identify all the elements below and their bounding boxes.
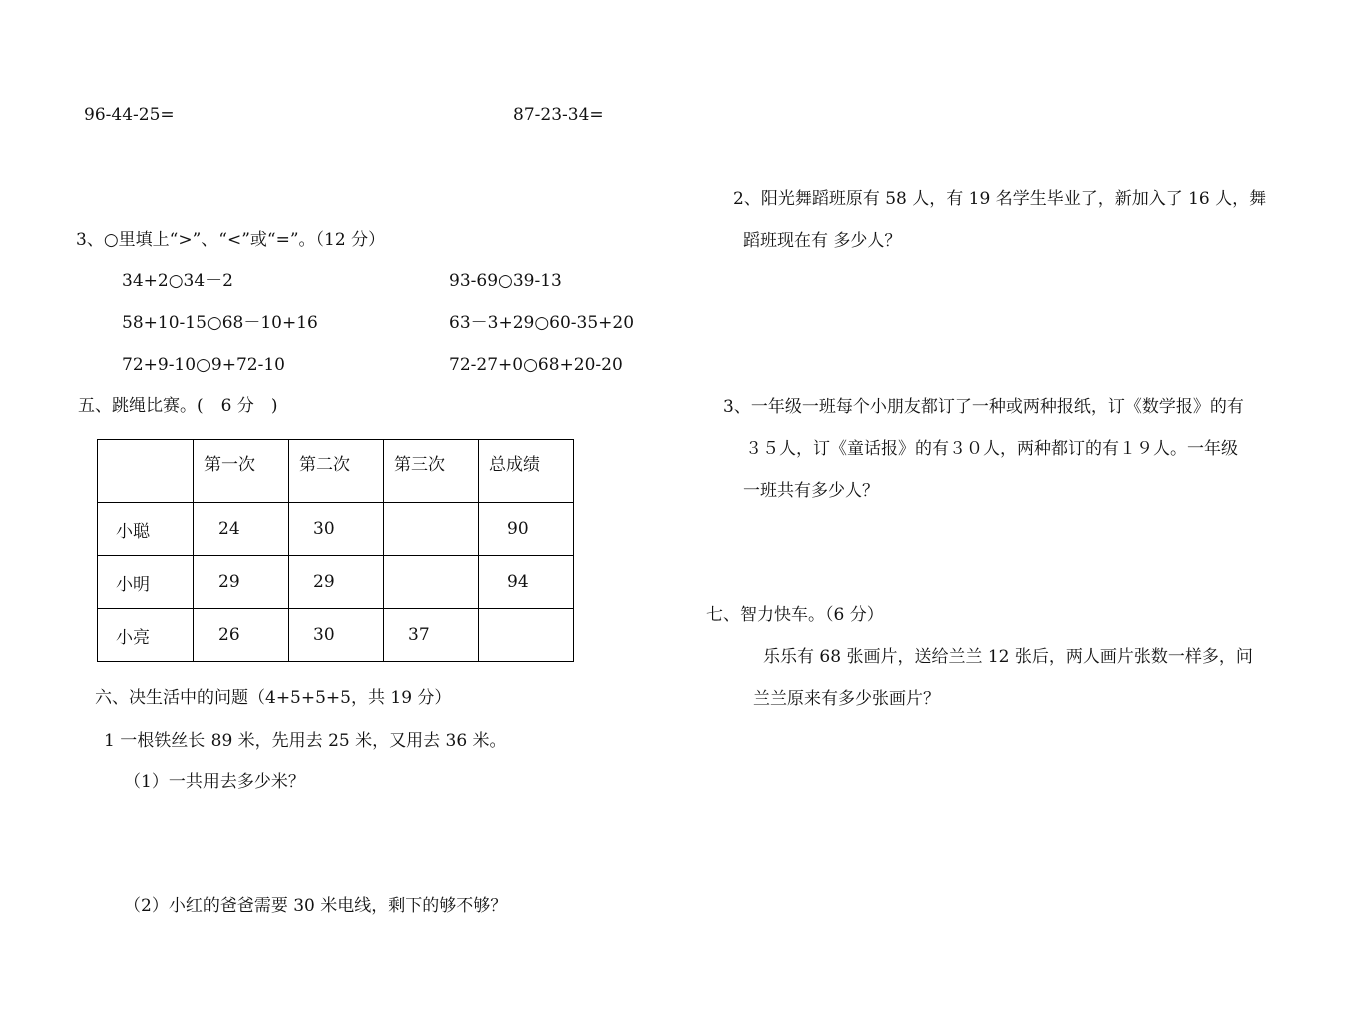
compare-item: 63－3+29○60-35+20 (449, 313, 635, 333)
table-header-cell (98, 440, 194, 503)
table-cell: 24 (194, 503, 289, 556)
table-cell: 26 (194, 609, 289, 662)
question-2-line2: 蹈班现在有 多少人？ (743, 231, 902, 251)
table-cell (384, 556, 479, 609)
table-header-cell: 第二次 (289, 440, 384, 503)
section7-line1: 乐乐有 68 张画片，送给兰兰 12 张后，两人画片张数一样多，问 (763, 647, 1253, 667)
question-1: 1 一根铁丝长 89 米，先用去 25 米，又用去 36 米。 (104, 731, 507, 751)
table-header-cell: 总成绩 (479, 440, 574, 503)
question-3-line2: ３５人，订《童话报》的有３０人，两种都订的有１９人。一年级 (745, 439, 1238, 459)
table-cell: 94 (479, 556, 574, 609)
table-cell: 29 (194, 556, 289, 609)
table-header-row (98, 440, 574, 503)
table-cell-name: 小亮 (98, 609, 194, 662)
table-cell (479, 609, 574, 662)
compare-item: 58+10-15○68－10+16 (122, 313, 318, 333)
table-row (98, 556, 574, 609)
question-3-line3: 一班共有多少人？ (743, 481, 879, 501)
question-1a: （1）一共用去多少米？ (124, 772, 305, 792)
calc-expression-2: 87-23-34= (513, 105, 604, 125)
table-cell: 29 (289, 556, 384, 609)
section7-line2: 兰兰原来有多少张画片？ (753, 689, 940, 709)
table-cell: 30 (289, 503, 384, 556)
table-cell-name: 小明 (98, 556, 194, 609)
table-cell (384, 503, 479, 556)
question-2-line1: 2、阳光舞蹈班原有 58 人，有 19 名学生毕业了，新加入了 16 人，舞 (733, 189, 1267, 209)
compare-item: 72+9-10○9+72-10 (122, 355, 285, 375)
compare-item: 72-27+0○68+20-20 (449, 355, 623, 375)
table-header-cell: 第三次 (384, 440, 479, 503)
table-row (98, 503, 574, 556)
calc-expression-1: 96-44-25= (84, 105, 175, 125)
question-3-line1: 3、一年级一班每个小朋友都订了一种或两种报纸，订《数学报》的有 (723, 397, 1244, 417)
jump-rope-score-table (97, 439, 574, 662)
table-cell-name: 小聪 (98, 503, 194, 556)
table-row (98, 609, 574, 662)
section5-title: 五、跳绳比赛。( 6 分 ) (78, 396, 278, 416)
compare-item: 93-69○39-13 (449, 271, 562, 291)
table-cell: 37 (384, 609, 479, 662)
compare-item: 34+2○34－2 (122, 271, 233, 291)
section7-title: 七、智力快车。（6 分） (706, 605, 884, 625)
table-header-cell: 第一次 (194, 440, 289, 503)
section3-title: 3、○里填上“>”、“<”或“=”。（12 分） (76, 230, 386, 250)
table-cell: 30 (289, 609, 384, 662)
table-cell: 90 (479, 503, 574, 556)
question-1b: （2）小红的爸爸需要 30 米电线，剩下的够不够？ (124, 896, 508, 916)
section6-title: 六、决生活中的问题（4+5+5+5，共 19 分） (95, 688, 452, 708)
